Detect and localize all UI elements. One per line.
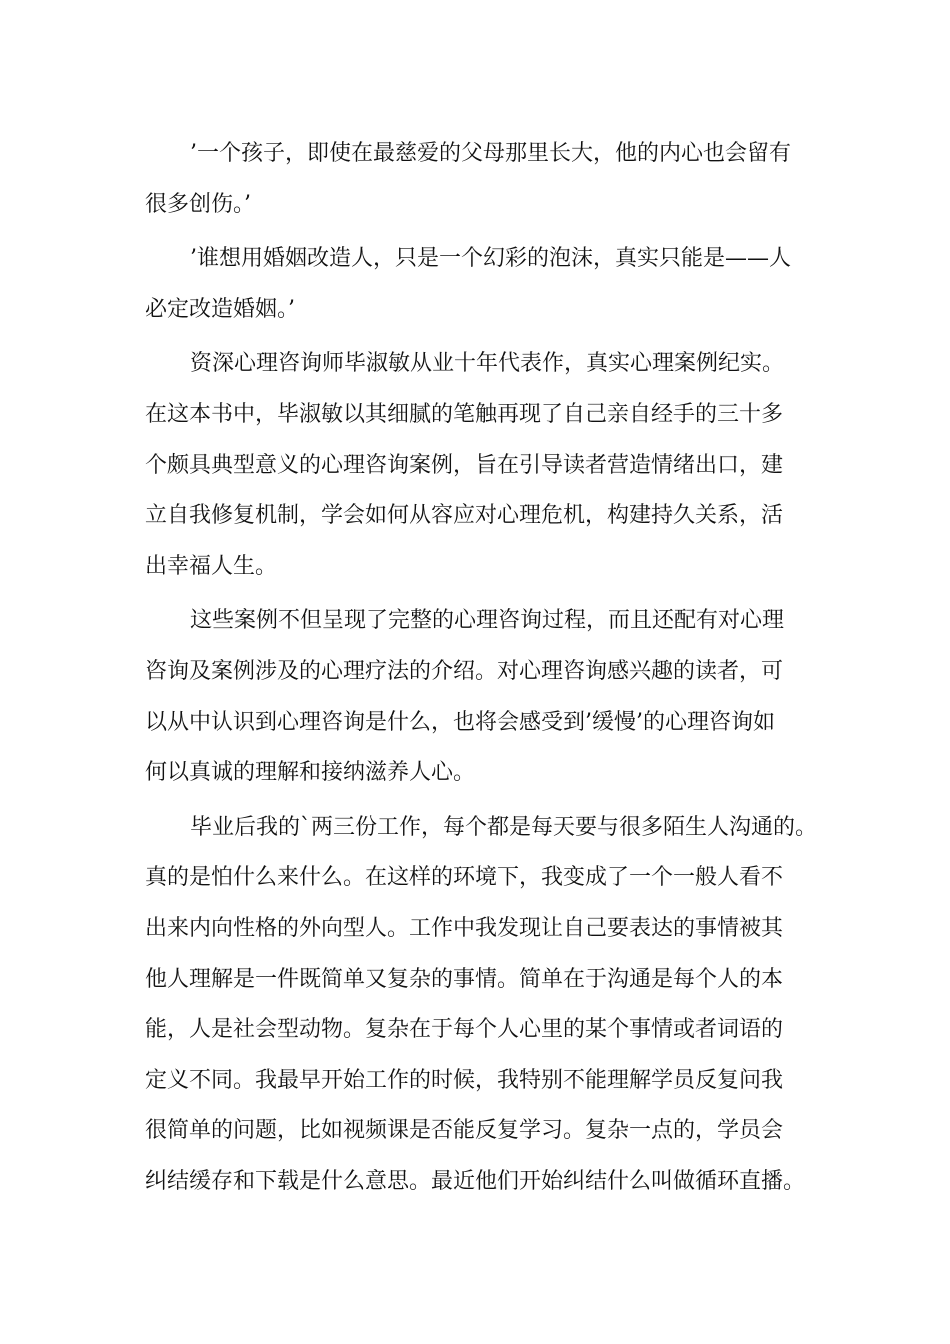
text-line: 很多创伤。’ — [145, 191, 251, 217]
text-line: ’一个孩子，即使在最慈爱的父母那里长大，他的内心也会留有 — [190, 141, 791, 166]
text-line: 立自我修复机制，学会如何从容应对心理危机，构建持久关系，活 — [145, 503, 784, 529]
paragraph-personal-experience — [145, 803, 821, 1208]
text-line: 个颇具典型意义的心理咨询案例，旨在引导读者营造情绪出口，建 — [145, 452, 784, 478]
text-line: 必定改造婚姻。’ — [145, 296, 295, 322]
text-line: 资深心理咨询师毕淑敏从业十年代表作，真实心理案例纪实。 — [190, 351, 785, 377]
paragraph-book-intro — [145, 339, 821, 592]
text-line: 能，人是社会型动物。复杂在于每个人心里的某个事情或者词语的 — [145, 1017, 784, 1043]
text-line: 纠结缓存和下载是什么意思。最近他们开始纠结什么叫做循环直播。 — [145, 1168, 806, 1194]
paragraph-quote-2 — [145, 234, 821, 335]
paragraph-case-description — [145, 596, 821, 798]
text-line: 咨询及案例涉及的心理疗法的介绍。对心理咨询感兴趣的读者，可 — [145, 658, 784, 684]
paragraph-quote-1 — [145, 129, 821, 230]
text-line: 出来内向性格的外向型人。工作中我发现让自己要表达的事情被其 — [145, 915, 784, 941]
text-line: 很简单的问题，比如视频课是否能反复学习。复杂一点的，学员会 — [145, 1118, 784, 1144]
text-line: 何以真诚的理解和接纳滋养人心。 — [145, 760, 476, 786]
text-line: 在这本书中，毕淑敏以其细腻的笔触再现了自己亲自经手的三十多 — [145, 401, 784, 427]
text-line: 以从中认识到心理咨询是什么，也将会感受到’缓慢’的心理咨询如 — [145, 709, 775, 735]
text-line: 他人理解是一件既简单又复杂的事情。简单在于沟通是每个人的本 — [145, 966, 784, 992]
text-line: 定义不同。我最早开始工作的时候，我特别不能理解学员反复问我 — [145, 1067, 784, 1093]
text-line: 出幸福人生。 — [145, 553, 278, 579]
document-body — [145, 129, 821, 1211]
text-line: 真的是怕什么来什么。在这样的环境下，我变成了一个一般人看不 — [145, 865, 784, 891]
text-line: 毕业后我的`两三份工作，每个都是每天要与很多陌生人沟通的。 — [190, 814, 818, 840]
text-line: ’谁想用婚姻改造人，只是一个幻彩的泡沫，真实只能是——人 — [190, 246, 791, 272]
text-line: 这些案例不但呈现了完整的心理咨询过程，而且还配有对心理 — [190, 608, 785, 634]
